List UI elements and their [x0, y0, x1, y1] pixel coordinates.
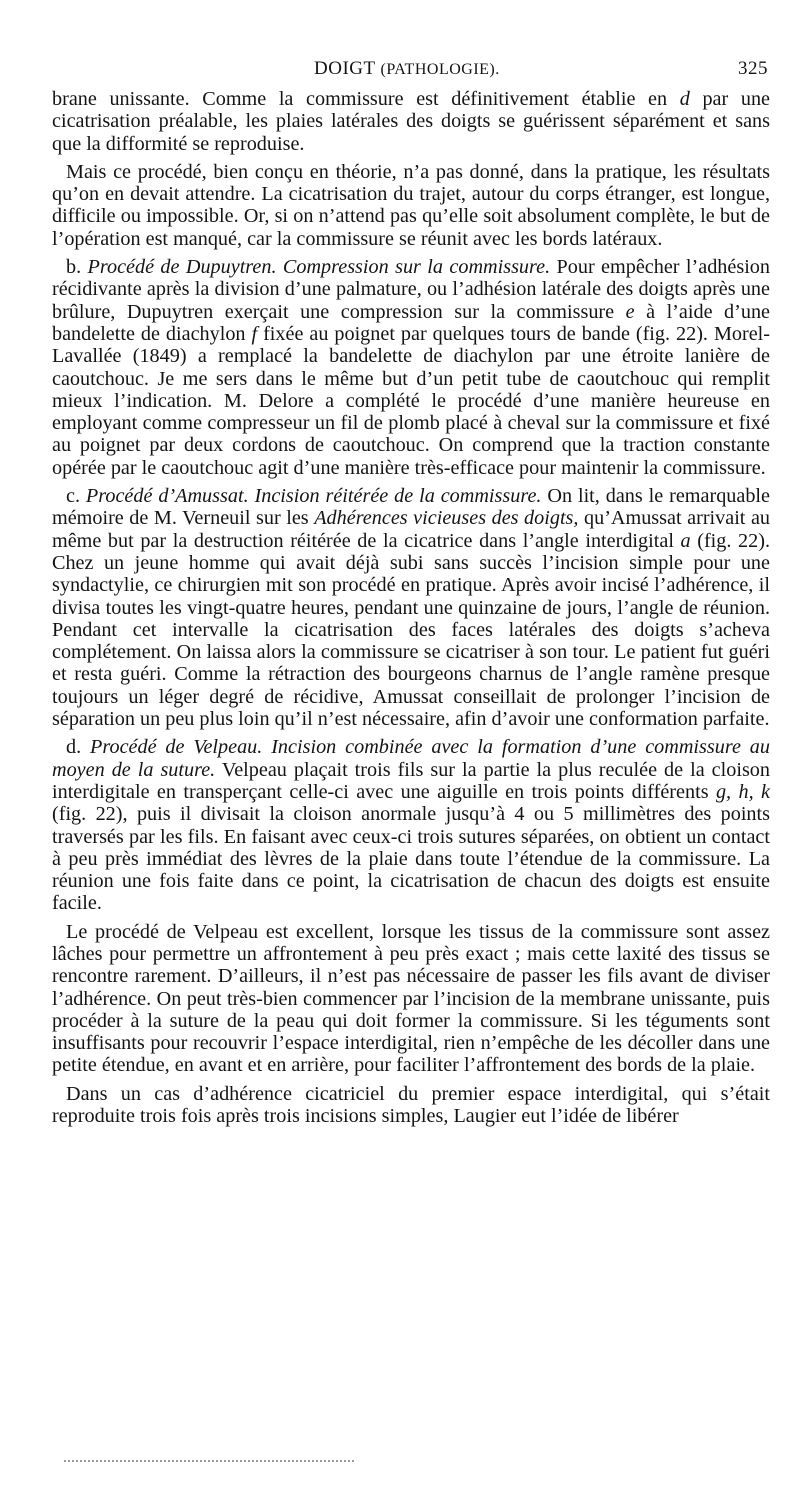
text-run: qu’Amussat arrivait au même but par la destruction réitérée de la cicatrice dans l’angle interdigital: [52, 507, 771, 552]
text-run: Mais ce procédé, bien conçu en théorie, n’a pas donné, dans la pratique, les résultats qu’on en devait attendre. La cicatrisation du trajet, autour du corps étranger, est longue, difficile ou impossible. Or, si on n’attend pas qu’elle soit absolument complète, le but de l’opération est manqué, car la commissure se réunit avec les bords latéraux.: [52, 160, 770, 250]
text-run: à l’aide d’une bandelette de diachylon: [52, 300, 770, 345]
italic-run: g, h, k: [715, 780, 770, 803]
text-run: Velpeau plaçait trois fils sur la partie la plus reculée de la cloison interdigitale en transperçant celle-ci avec une aiguille en trois points différents: [52, 758, 770, 803]
italic-run: d: [679, 88, 690, 110]
text-run: fixée au poignet par quelques tours de bande (fig. 22). Morel-Lavallée (1849) a remplacé la bandelette de diachylon par une étroite lanière de caoutchouc. Je me sers dans le même but d’un petit tube de caoutchouc qui remplit mieux l’indication. M. Delore a complété le procédé d’une manière heureuse en employant comme compresseur un fil de plomb placé à cheval sur la commissure et fixé au poignet par deux cordons de caoutchouc. On comprend que la traction constante opérée par le caoutchouc agit d’une manière très-efficace pour maintenir la commissure.: [52, 322, 770, 479]
running-head: [52, 58, 770, 88]
text-run: (fig. 22), puis il divisait la cloison anormale jusqu’à 4 ou 5 millimètres des points traversés par les fils. En faisant avec ceux-ci trois sutures séparées, on obtient un contact à peu près immédiat des lèvres de la plaie dans toute l’étendue de la commissure. La réunion une fois faite dans ce point, la cicatrisation de chacun des doigts est ensuite facile.: [52, 803, 770, 915]
text-run: Le procédé de Velpeau est excellent, lorsque les tissus de la commissure sont assez lâches pour permettre un affrontement à peu près exact ; mais cette laxité des tissus se rencontre rarement. D’ailleurs, il n’est pas nécessaire de passer les fils avant de diviser l’adhérence. On peut très-bien commencer par l’incision de la membrane unissante, puis procéder à la suture de la peau qui doit former la commissure. Si les téguments sont insuffisants pour recouvrir l’espace interdigital, rien n’empêche de les décoller dans une petite étendue, en avant et en arrière, pour faciliter l’affrontement des bords de la plaie.: [52, 920, 770, 1077]
italic-run: Procédé de Velpeau. Incision combinée avec la formation d’une commissure au moyen de la suture.: [52, 736, 770, 781]
text-run: par une cicatrisation préalable, les plaies latérales des doigts se guérissent séparément et sans que la difformité se reproduise.: [52, 88, 770, 155]
italic-run: Adhérences vicieuses des doigts,: [314, 507, 579, 530]
italic-run: a: [680, 529, 691, 552]
text-run: Pour empêcher l’adhésion récidivante après la division d’une palmature, ou l’adhésion latérale des doigts après une brûlure, Dupuytren exerçait une compression sur la commissure: [52, 256, 770, 323]
body-text: [52, 88, 770, 1127]
italic-run: Procédé de Dupuytren. Compression sur la commissure.: [87, 256, 551, 279]
text-run: On lit, dans le remarquable mémoire de M. Verneuil sur les: [52, 485, 771, 530]
page-number: 325: [738, 58, 768, 79]
paragraph: [52, 88, 770, 155]
paragraph: [52, 256, 770, 479]
running-title-sub: (PATHOLOGIE).: [380, 61, 500, 78]
text-run: (fig. 22). Chez un jeune homme qui avait déjà subi sans succès l’incision simple pour une syndactylie, ce chirurgien mit son procédé en pratique. Après avoir incisé l’adhérence, il divisa toutes les vingt-quatre heures, pendant une quinzaine de jours, l’angle de réunion. Pendant cet intervalle la cicatrisation des faces latérales des doigts s’acheva complétement. On laissa alors la commissure se cicatriser à son tour. Le patient fut guéri et resta guéri. Comme la rétraction des bourgeons charnus de l’angle ramène presque toujours un léger degré de récidive, Amussat conseillait de prolonger l’incision de séparation un peu plus loin qu’il n’est nécessaire, afin d’avoir une conformation parfaite.: [52, 529, 770, 731]
running-title-main: DOIGT: [314, 58, 376, 79]
text-run: d.: [66, 736, 91, 759]
paragraph: [52, 161, 770, 250]
paragraph: [52, 736, 770, 914]
text-run: c.: [66, 485, 86, 508]
running-title: [314, 58, 500, 80]
italic-run: f: [251, 322, 258, 345]
paragraph: [52, 921, 770, 1077]
italic-run: e: [625, 300, 635, 323]
italic-run: Procédé d’Amussat. Incision réitérée de la commissure.: [85, 485, 542, 508]
footer-rule: [64, 1460, 354, 1462]
text-run: b.: [66, 256, 88, 279]
paragraph: [52, 1083, 770, 1128]
text-run: Dans un cas d’adhérence cicatriciel du premier espace interdigital, qui s’était reproduite trois fois après trois incisions simples, Laugier eut l’idée de libérer: [52, 1082, 770, 1128]
paragraph: [52, 485, 770, 730]
text-run: brane unissante. Comme la commissure est définitivement établie en: [52, 88, 680, 110]
document-page: [52, 58, 770, 1127]
